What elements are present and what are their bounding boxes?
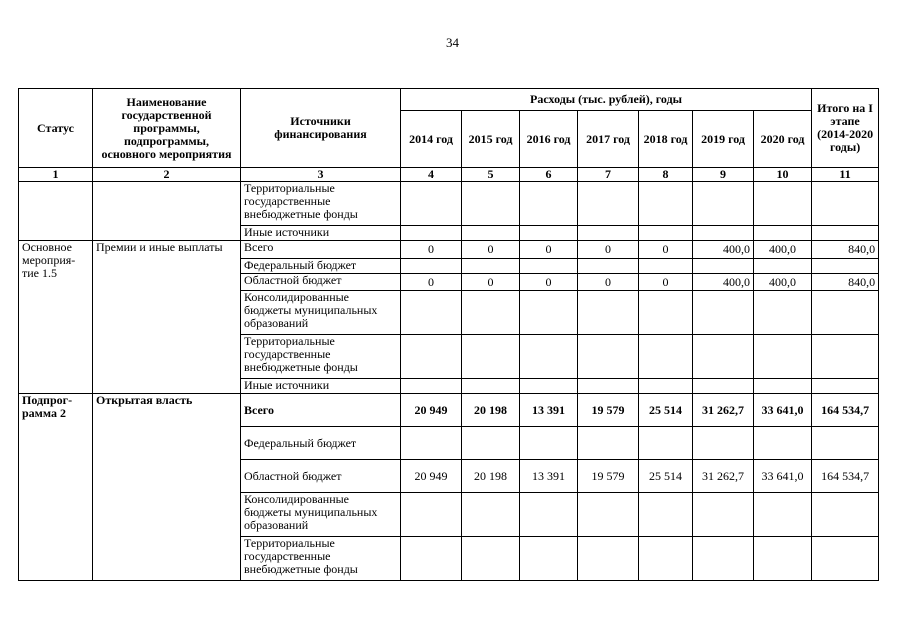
column-number: 4 (401, 168, 462, 182)
table-row (19, 182, 879, 226)
column-number: 3 (241, 168, 401, 182)
value-cell: 13 391 (520, 460, 578, 493)
header-year: 2017 год (578, 111, 639, 168)
table-row (19, 241, 879, 259)
header-year: 2018 год (639, 111, 693, 168)
column-number: 10 (754, 168, 812, 182)
status-cell: Подпрог-рамма 2 (19, 394, 93, 581)
value-cell: 0 (462, 241, 520, 259)
name-cell (93, 182, 241, 241)
status-cell: Основное мероприя-тие 1.5 (19, 241, 93, 394)
column-number: 9 (693, 168, 754, 182)
header-year: 2020 год (754, 111, 812, 168)
header-name: Наименование государственной программы, подпрограммы, основного мероприятия (93, 89, 241, 168)
value-cell: 31 262,7 (693, 394, 754, 427)
column-number: 2 (93, 168, 241, 182)
value-cell: 31 262,7 (693, 460, 754, 493)
column-number: 6 (520, 168, 578, 182)
column-number-row (19, 168, 879, 182)
value-cell: 0 (462, 274, 520, 291)
source-cell: Иные источники (241, 379, 401, 394)
value-cell: 20 949 (401, 394, 462, 427)
value-cell: 400,0 (754, 274, 812, 291)
value-cell: 20 949 (401, 460, 462, 493)
page-number: 34 (446, 35, 459, 50)
column-number: 1 (19, 168, 93, 182)
source-cell: Федеральный бюджет (241, 427, 401, 460)
value-cell: 164 534,7 (812, 460, 879, 493)
value-cell: 0 (401, 274, 462, 291)
value-cell: 400,0 (754, 241, 812, 259)
value-cell: 0 (578, 274, 639, 291)
header-year: 2015 год (462, 111, 520, 168)
value-cell: 0 (520, 241, 578, 259)
value-cell: 13 391 (520, 394, 578, 427)
value-cell: 840,0 (812, 274, 879, 291)
header-year: 2016 год (520, 111, 578, 168)
value-cell: 19 579 (578, 460, 639, 493)
source-cell: Территориальные государственные внебюджетные фонды (241, 537, 401, 581)
value-cell: 20 198 (462, 460, 520, 493)
column-number: 5 (462, 168, 520, 182)
value-cell: 19 579 (578, 394, 639, 427)
value-cell: 840,0 (812, 241, 879, 259)
source-cell: Всего (241, 241, 401, 259)
name-cell: Открытая власть (93, 394, 241, 581)
source-cell: Областной бюджет (241, 274, 401, 291)
column-number: 8 (639, 168, 693, 182)
value-cell: 25 514 (639, 394, 693, 427)
source-cell: Иные источники (241, 226, 401, 241)
budget-table (18, 88, 879, 581)
status-cell (19, 182, 93, 241)
value-cell: 400,0 (693, 241, 754, 259)
header-year: 2019 год (693, 111, 754, 168)
table-row (19, 394, 879, 427)
value-cell: 25 514 (639, 460, 693, 493)
header-sources: Источники финансирования (241, 89, 401, 168)
source-cell: Территориальные государственные внебюджетные фонды (241, 335, 401, 379)
value-cell: 0 (639, 274, 693, 291)
value-cell: 20 198 (462, 394, 520, 427)
source-cell: Всего (241, 394, 401, 427)
source-cell: Консолидированные бюджеты муниципальных образований (241, 493, 401, 537)
value-cell: 164 534,7 (812, 394, 879, 427)
value-cell: 33 641,0 (754, 394, 812, 427)
header-expenses: Расходы (тыс. рублей), годы (401, 89, 812, 111)
column-number: 11 (812, 168, 879, 182)
header-total: Итого на I этапе (2014-2020 годы) (812, 89, 879, 168)
value-cell: 33 641,0 (754, 460, 812, 493)
value-cell: 0 (639, 241, 693, 259)
header-year: 2014 год (401, 111, 462, 168)
column-number: 7 (578, 168, 639, 182)
source-cell: Федеральный бюджет (241, 259, 401, 274)
source-cell: Территориальные государственные внебюджетные фонды (241, 182, 401, 226)
value-cell: 0 (578, 241, 639, 259)
value-cell: 0 (401, 241, 462, 259)
header-status: Статус (19, 89, 93, 168)
value-cell: 0 (520, 274, 578, 291)
name-cell: Премии и иные выплаты (93, 241, 241, 394)
value-cell: 400,0 (693, 274, 754, 291)
source-cell: Консолидированные бюджеты муниципальных образований (241, 291, 401, 335)
source-cell: Областной бюджет (241, 460, 401, 493)
